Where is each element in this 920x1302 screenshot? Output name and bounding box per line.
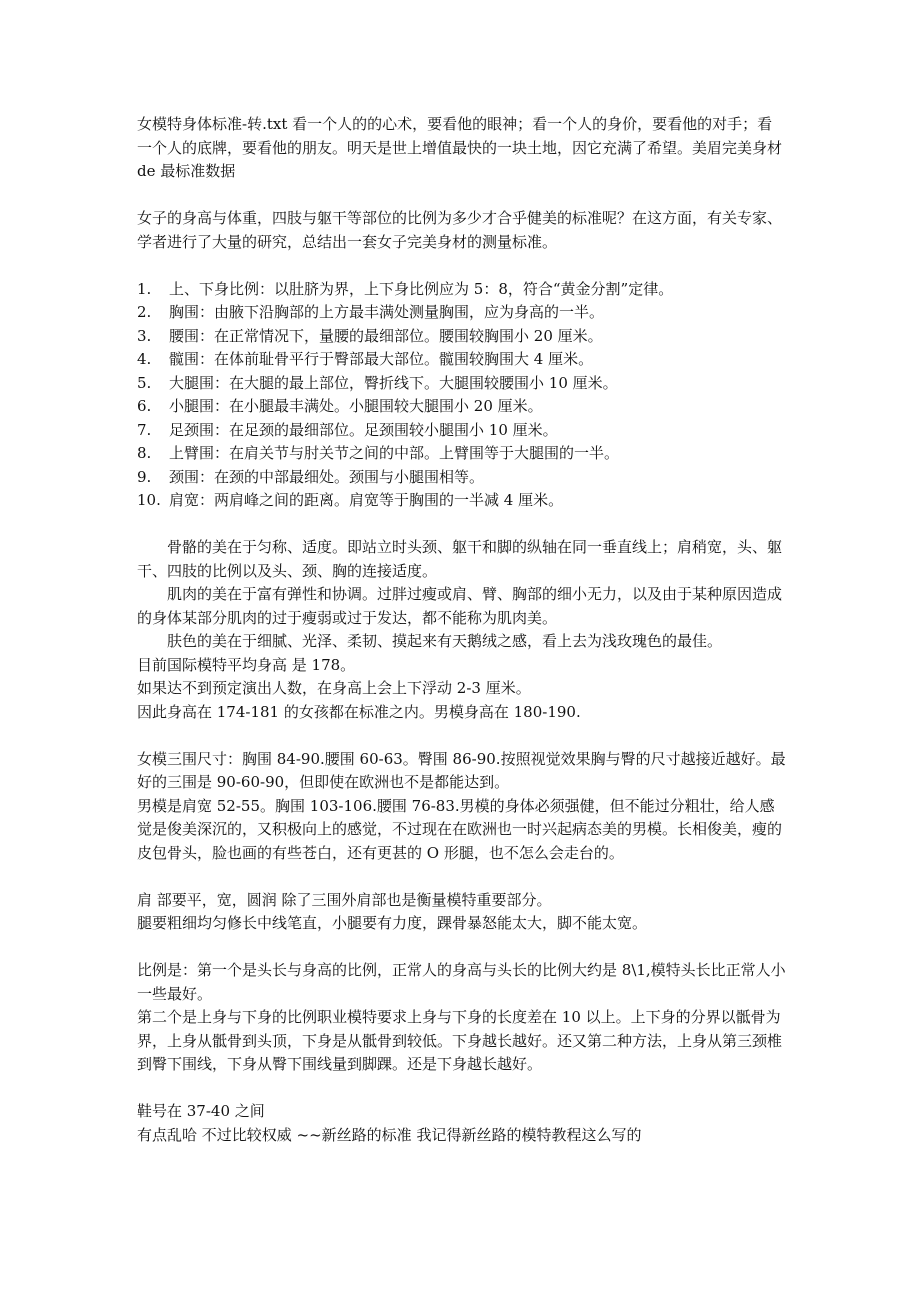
shoulder-paragraph: 肩 部要平，宽，圆润 除了三围外肩部也是衡量模特重要部分。 xyxy=(137,890,552,909)
list-item: 7. 足颈围：在足颈的最细部位。足颈围较小腿围小 10 厘米。 xyxy=(137,420,558,439)
male-measurements-paragraph: 男模是肩宽 52-55。胸围 103-106.腰围 76-83.男模的身体必须强健，但不能过分粗壮，给人感觉是俊美深沉的，又积极向上的感觉，不过现在在欧洲也一时兴起病态美的男模。长相俊美，瘦的皮包骨头，脸也画的有些苍白，还有更甚的 O 形腿，也不怎么会走台的。 xyxy=(137,796,783,862)
list-item: 2. 胸围：由腋下沿胸部的上方最丰满处测量胸围，应为身高的一半。 xyxy=(137,303,605,321)
list-item: 10. 肩宽：两肩峰之间的距离。肩宽等于胸围的一半减 4 厘米。 xyxy=(137,491,564,509)
height-line-3: 因此身高在 174-181 的女孩都在标准之内。男模身高在 180-190. xyxy=(137,702,581,721)
list-item: 1. 上、下身比例：以肚脐为界，上下身比例应为 5：8，符合“黄金分割”定律。 xyxy=(137,279,674,298)
height-line-2: 如果达不到预定演出人数，在身高上会上下浮动 2-3 厘米。 xyxy=(137,679,531,697)
bone-beauty-paragraph: 骨骼的美在于匀称、适度。即站立时头颈、躯干和脚的纵轴在同一垂直线上；肩稍宽，头、躯干、四肢的比例以及头、颈、胸的连接适度。 xyxy=(137,538,783,580)
muscle-beauty-paragraph: 肌肉的美在于富有弹性和协调。过胖过瘦或肩、臂、胸部的细小无力，以及由于某种原因造成的身体某部分肌肉的过于瘦弱或过于发达，都不能称为肌肉美。 xyxy=(137,585,783,627)
female-measurements-paragraph: 女模三围尺寸：胸围 84-90.腰围 60-63。臀围 86-90.按照视觉效果胸与臀的尺寸越接近越好。最好的三围是 90-60-90，但即使在欧洲也不是都能达到。 xyxy=(137,749,786,791)
shoe-size-line: 鞋号在 37-40 之间 xyxy=(137,1102,265,1120)
list-item: 8. 上臂围：在肩关节与肘关节之间的中部。上臂围等于大腿围的一半。 xyxy=(137,444,620,462)
leg-paragraph: 腿要粗细均匀修长中线笔直，小腿要有力度，踝骨暴怒能太大，脚不能太宽。 xyxy=(137,914,648,932)
skin-beauty-paragraph: 肤色的美在于细腻、光泽、柔韧、摸起来有天鹅绒之感，看上去为浅玫瑰色的最佳。 xyxy=(167,632,723,650)
question-paragraph: 女子的身高与体重，四肢与躯干等部位的比例为多少才合乎健美的标准呢？在这方面，有关专家、学者进行了大量的研究，总结出一套女子完美身材的测量标准。 xyxy=(137,209,783,251)
document-body xyxy=(137,113,787,1147)
list-item: 9. 颈围：在颈的中部最细处。颈围与小腿围相等。 xyxy=(137,467,485,486)
list-item: 4. 髋围：在体前耻骨平行于臀部最大部位。髋围较胸围大 4 厘米。 xyxy=(137,350,594,368)
list-item: 5. 大腿围：在大腿的最上部位，臀折线下。大腿围较腰围小 10 厘米。 xyxy=(137,373,618,392)
closing-note-line: 有点乱哈 不过比较权威 ~~新丝路的标准 我记得新丝路的模特教程这么写的 xyxy=(137,1125,642,1144)
list-item: 3. 腰围：在正常情况下，量腰的最细部位。腰围较胸围小 20 厘米。 xyxy=(137,326,603,345)
intro-paragraph: 女模特身体标准-转.txt 看一个人的的心术，要看他的眼神；看一个人的身价，要看他的对手；看一个人的底牌，要看他的朋友。明天是世上增值最快的一块土地，因它充满了希望。美眉完美身材 de 最标准数据 xyxy=(137,115,783,180)
ratio-first-paragraph: 比例是：第一个是头长与身高的比例，正常人的身高与头长的比例大约是 8\1,模特头长比正常人小一些最好。 xyxy=(137,961,786,1003)
measurement-list xyxy=(137,278,787,513)
ratio-second-paragraph: 第二个是上身与下身的比例职业模特要求上身与下身的长度差在 10 以上。上下身的分界以骶骨为界，上身从骶骨到头顶，下身是从骶骨到较低。下身越长越好。还又第二种方法，上身从第三颈椎到臀下围线，下身从臀下围线量到脚踝。还是下身越长越好。 xyxy=(137,1008,783,1073)
list-item: 6. 小腿围：在小腿最丰满处。小腿围较大腿围小 20 厘米。 xyxy=(137,397,543,415)
height-line-1: 目前国际模特平均身高 是 178。 xyxy=(137,655,356,674)
